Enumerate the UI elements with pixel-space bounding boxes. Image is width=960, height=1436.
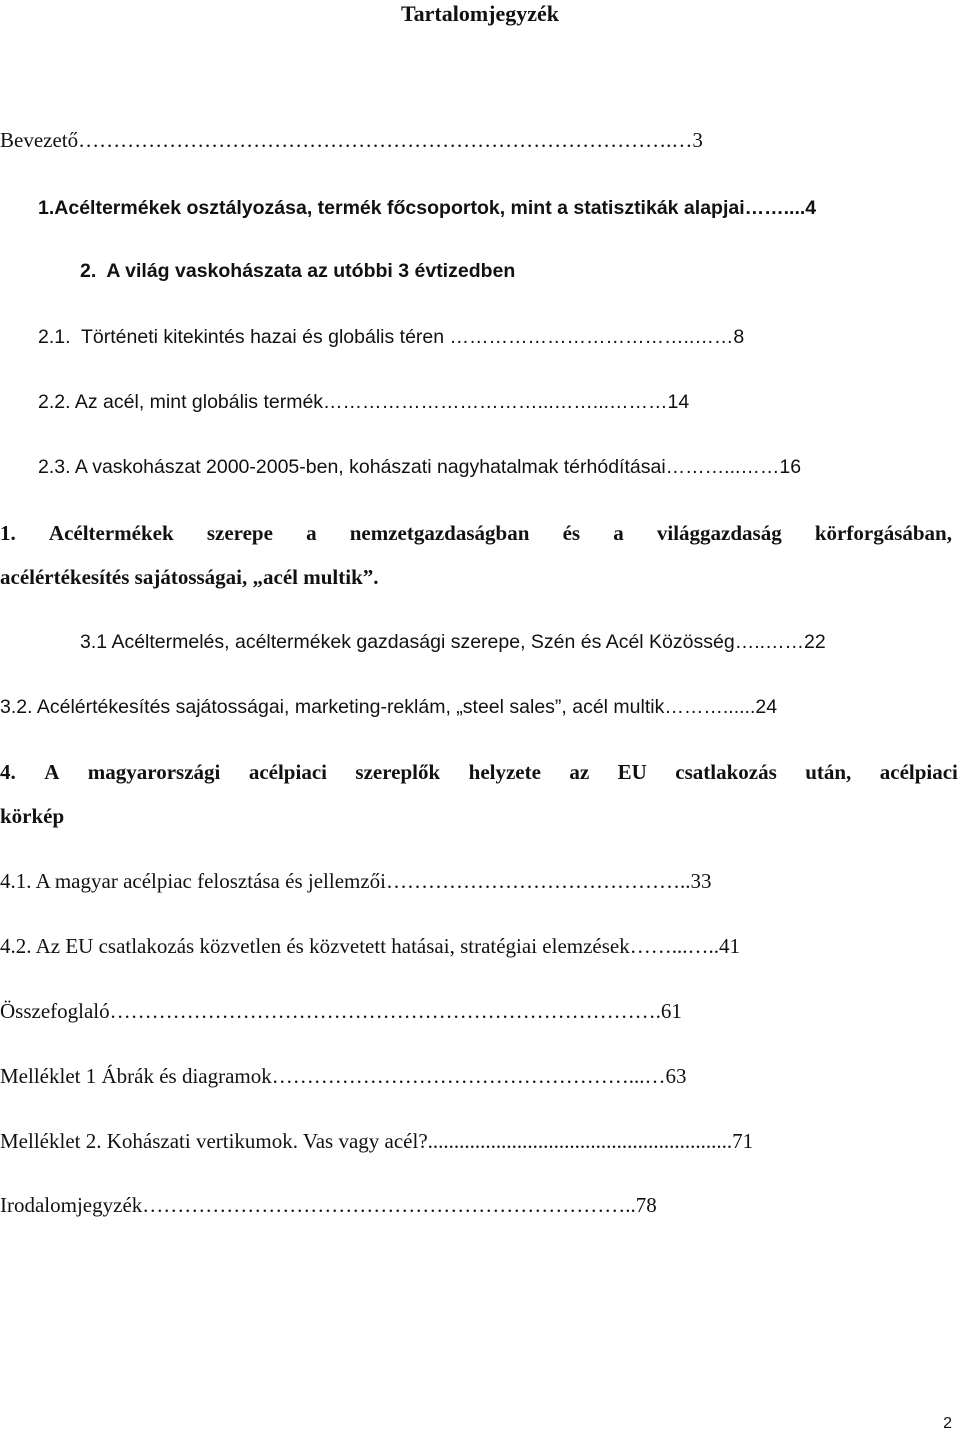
toc-word: helyzete <box>468 760 541 784</box>
toc-word: A <box>44 760 60 784</box>
toc-word: magyarországi <box>87 760 221 784</box>
toc-entry-chapter-3 <box>0 519 952 547</box>
toc-entry-2-1: 2.1. Történeti kitekintés hazai és globális téren ………………………………..……8 <box>38 326 745 348</box>
toc-word: világgazdaság <box>656 521 782 545</box>
toc-word: Acéltermékek <box>48 521 174 545</box>
toc-word: acélpiaci <box>879 760 958 784</box>
toc-word: szerepe <box>206 521 273 545</box>
toc-entry-chapter-1: 1.Acéltermékek osztályozása, termék főcsoportok, mint a statisztikák alapjai……....4 <box>38 197 817 219</box>
toc-entry-3-2: 3.2. Acélértékesítés sajátosságai, marketing-reklám, „steel sales”, acél multik………......24 <box>0 696 778 718</box>
toc-word: csatlakozás <box>675 760 777 784</box>
toc-entry-bibliography: Irodalomjegyzék……………………………………………………………..78 <box>0 1193 657 1217</box>
toc-word: acélpiaci <box>248 760 327 784</box>
toc-word: 4. <box>0 760 16 784</box>
toc-entry-summary: Összefoglaló…………………………………………………………………….61 <box>0 999 682 1023</box>
toc-word: a <box>613 521 624 545</box>
toc-entry-chapter-4 <box>0 758 958 786</box>
toc-entry-chapter-3-continued: acélértékesítés sajátosságai, „acél multik”. <box>0 565 379 589</box>
toc-word: az <box>569 760 590 784</box>
toc-word: a <box>306 521 317 545</box>
toc-entry-3-1: 3.1 Acéltermelés, acéltermékek gazdasági szerepe, Szén és Acél Közösség…..……22 <box>80 631 826 653</box>
toc-entry-2-2: 2.2. Az acél, mint globális termék……………………………...……...………14 <box>38 391 690 413</box>
toc-word: után, <box>805 760 852 784</box>
toc-entry-appendix-2: Melléklet 2. Kohászati vertikumok. Vas vagy acél?..........................................................71 <box>0 1129 754 1153</box>
toc-entry-appendix-1: Melléklet 1 Ábrák és diagramok……………………………………………...…63 <box>0 1064 687 1088</box>
toc-entry-chapter-4-continued: körkép <box>0 804 65 828</box>
toc-entry-4-1: 4.1. A magyar acélpiac felosztása és jellemzői……………………………………..33 <box>0 869 712 893</box>
toc-word: nemzetgazdaságban <box>349 521 530 545</box>
toc-entry-2-3: 2.3. A vaskohászat 2000-2005-ben, kohászati nagyhatalmak térhódításai………...……16 <box>38 456 802 478</box>
page-number: 2 <box>943 1415 952 1432</box>
toc-word: 1. <box>0 521 16 545</box>
toc-entry-chapter-2: 2. A világ vaskohászata az utóbbi 3 évtizedben <box>80 260 516 282</box>
toc-word: szereplők <box>355 760 441 784</box>
toc-word: és <box>562 521 581 545</box>
toc-word: EU <box>617 760 647 784</box>
toc-word: körforgásában, <box>814 521 952 545</box>
toc-entry-4-2: 4.2. Az EU csatlakozás közvetlen és közvetett hatásai, stratégiai elemzések……...…..41 <box>0 934 740 958</box>
page-title: Tartalomjegyzék <box>400 1 560 26</box>
toc-entry-introduction: Bevezető………………………………………………………………………….…3 <box>0 128 703 152</box>
